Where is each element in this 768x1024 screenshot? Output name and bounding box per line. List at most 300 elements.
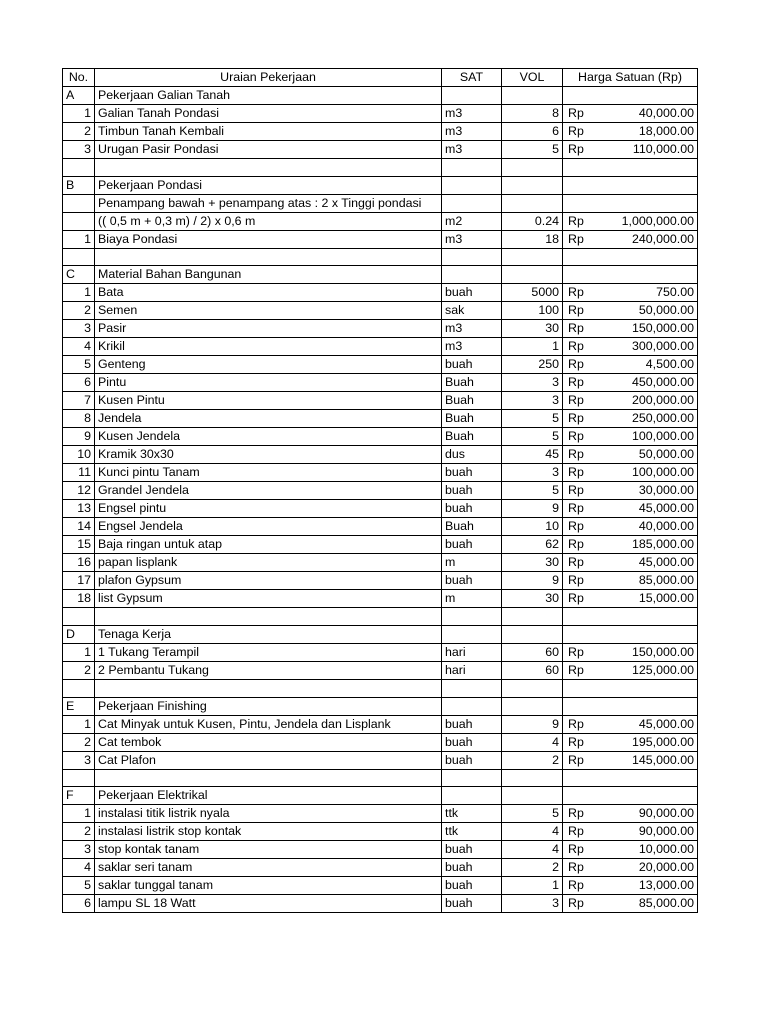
- cell-uraian: Biaya Pondasi: [95, 230, 442, 248]
- cell-harga: [563, 572, 698, 590]
- cell-no: 2: [63, 823, 95, 841]
- section-title: Pekerjaan Finishing: [95, 697, 442, 715]
- cell-sat: sak: [442, 302, 502, 320]
- table-row: [63, 392, 698, 410]
- cell-no: 1: [63, 644, 95, 662]
- currency-label: Rp: [568, 519, 584, 534]
- cell-sat: [442, 194, 502, 212]
- currency-label: Rp: [568, 124, 584, 138]
- section-row: [63, 266, 698, 284]
- cell-sat: buah: [442, 715, 502, 733]
- cell-harga: [563, 123, 698, 141]
- price-amount: 450,000.00: [631, 375, 694, 390]
- currency-label: Rp: [568, 716, 584, 731]
- cell-harga: [563, 841, 698, 859]
- cell-harga: [563, 733, 698, 751]
- currency-label: Rp: [568, 860, 584, 875]
- cell-no: 2: [63, 662, 95, 680]
- cell-uraian: saklar seri tanam: [95, 859, 442, 877]
- cell-harga: [563, 176, 698, 194]
- cell-vol: [502, 248, 563, 266]
- price-amount: 250,000.00: [631, 411, 694, 426]
- cell-uraian: Baja ringan untuk atap: [95, 536, 442, 554]
- cell-vol: 60: [502, 662, 563, 680]
- cell-no: 1: [63, 105, 95, 123]
- table-row: [63, 500, 698, 518]
- cell-sat: m3: [442, 320, 502, 338]
- cell-sat: m3: [442, 338, 502, 356]
- header-harga: Harga Satuan (Rp): [563, 69, 698, 87]
- currency-label: Rp: [568, 411, 584, 426]
- cell-sat: buah: [442, 841, 502, 859]
- cell-harga: [563, 141, 698, 159]
- cell-sat: [442, 176, 502, 194]
- cell-no: 6: [63, 374, 95, 392]
- cell-harga: [563, 284, 698, 302]
- cell-vol: 9: [502, 715, 563, 733]
- cell-no: 5: [63, 356, 95, 374]
- cell-harga: [563, 194, 698, 212]
- table-row: [63, 482, 698, 500]
- currency-label: Rp: [568, 429, 584, 444]
- price-amount: 40,000.00: [638, 106, 694, 120]
- cell-no: 1: [63, 805, 95, 823]
- cell-no: 8: [63, 410, 95, 428]
- cell-uraian: 1 Tukang Terampil: [95, 644, 442, 662]
- cell-no: 10: [63, 446, 95, 464]
- cell-no: 3: [63, 751, 95, 769]
- table-row: [63, 320, 698, 338]
- currency-label: Rp: [568, 555, 584, 570]
- section-title: Pekerjaan Pondasi: [95, 176, 442, 194]
- cell-no: [63, 769, 95, 787]
- cell-harga: [563, 715, 698, 733]
- table-row: [63, 877, 698, 895]
- cell-sat: m2: [442, 212, 502, 230]
- cell-vol: [502, 787, 563, 805]
- cell-vol: 3: [502, 895, 563, 913]
- cell-no: 2: [63, 302, 95, 320]
- cell-harga: [563, 248, 698, 266]
- cell-sat: [442, 608, 502, 626]
- table-row: [63, 662, 698, 680]
- cell-sat: Buah: [442, 428, 502, 446]
- cell-harga: [563, 554, 698, 572]
- table-row: [63, 374, 698, 392]
- cell-no: [63, 248, 95, 266]
- table-row: [63, 751, 698, 769]
- cell-no: 4: [63, 338, 95, 356]
- currency-label: Rp: [568, 842, 584, 857]
- cell-no: 14: [63, 518, 95, 536]
- section-title: Tenaga Kerja: [95, 626, 442, 644]
- cell-vol: 9: [502, 500, 563, 518]
- blank-row: [63, 680, 698, 698]
- cell-uraian: Engsel Jendela: [95, 518, 442, 536]
- table-row: [63, 356, 698, 374]
- cell-harga: [563, 680, 698, 698]
- cell-no: 1: [63, 715, 95, 733]
- cell-uraian: Timbun Tanah Kembali: [95, 123, 442, 141]
- cell-vol: 5: [502, 141, 563, 159]
- cell-vol: 45: [502, 446, 563, 464]
- price-amount: 195,000.00: [631, 734, 694, 749]
- table-row: [63, 338, 698, 356]
- cell-sat: [442, 787, 502, 805]
- cell-sat: buah: [442, 733, 502, 751]
- cell-harga: [563, 338, 698, 356]
- price-amount: 18,000.00: [638, 124, 694, 138]
- currency-label: Rp: [568, 321, 584, 336]
- currency-label: Rp: [568, 447, 584, 462]
- table-row: [63, 284, 698, 302]
- cell-harga: [563, 266, 698, 284]
- currency-label: Rp: [568, 393, 584, 408]
- cell-sat: [442, 159, 502, 177]
- currency-label: Rp: [568, 465, 584, 480]
- cell-harga: [563, 212, 698, 230]
- price-amount: 750.00: [656, 285, 694, 300]
- cell-vol: [502, 194, 563, 212]
- table-row: [63, 895, 698, 913]
- section-row: [63, 697, 698, 715]
- cell-harga: [563, 608, 698, 626]
- cell-no: [63, 608, 95, 626]
- cell-harga: [563, 697, 698, 715]
- cell-vol: 2: [502, 859, 563, 877]
- cell-no: 11: [63, 464, 95, 482]
- price-amount: 15,000.00: [638, 591, 694, 606]
- cell-harga: [563, 644, 698, 662]
- cell-uraian: Galian Tanah Pondasi: [95, 105, 442, 123]
- cell-uraian: Engsel pintu: [95, 500, 442, 518]
- table-row: [63, 428, 698, 446]
- currency-label: Rp: [568, 591, 584, 606]
- section-letter: F: [63, 787, 95, 805]
- price-amount: 300,000.00: [631, 339, 694, 354]
- cell-uraian: Cat tembok: [95, 733, 442, 751]
- cell-uraian: Kramik 30x30: [95, 446, 442, 464]
- price-amount: 20,000.00: [638, 860, 694, 875]
- price-amount: 110,000.00: [632, 142, 694, 156]
- table-row: [63, 446, 698, 464]
- blank-row: [63, 159, 698, 177]
- cell-harga: [563, 428, 698, 446]
- table-row: [63, 230, 698, 248]
- price-amount: 45,000.00: [638, 555, 694, 570]
- cell-no: 9: [63, 428, 95, 446]
- section-letter: D: [63, 626, 95, 644]
- cell-vol: 10: [502, 518, 563, 536]
- cell-uraian: Cat Plafon: [95, 751, 442, 769]
- section-letter: C: [63, 266, 95, 284]
- cell-no: 3: [63, 141, 95, 159]
- blank-row: [63, 248, 698, 266]
- price-amount: 200,000.00: [631, 393, 694, 408]
- cell-sat: [442, 769, 502, 787]
- currency-label: Rp: [568, 806, 584, 821]
- currency-label: Rp: [568, 896, 584, 911]
- cell-sat: buah: [442, 482, 502, 500]
- currency-label: Rp: [568, 231, 584, 246]
- cell-vol: 30: [502, 590, 563, 608]
- cell-no: 6: [63, 895, 95, 913]
- cell-vol: [502, 626, 563, 644]
- cell-vol: 5: [502, 428, 563, 446]
- price-amount: 10,000.00: [638, 842, 694, 857]
- currency-label: Rp: [568, 303, 584, 318]
- cell-sat: buah: [442, 751, 502, 769]
- cell-harga: [563, 500, 698, 518]
- cell-uraian: [95, 248, 442, 266]
- cell-sat: buah: [442, 572, 502, 590]
- cell-harga: [563, 410, 698, 428]
- table-row: [63, 105, 698, 123]
- cell-harga: [563, 751, 698, 769]
- cell-no: 18: [63, 590, 95, 608]
- currency-label: Rp: [568, 734, 584, 749]
- price-amount: 150,000.00: [631, 645, 694, 660]
- cell-vol: 3: [502, 374, 563, 392]
- cell-vol: 2: [502, 751, 563, 769]
- cell-sat: Buah: [442, 410, 502, 428]
- cell-no: 3: [63, 320, 95, 338]
- price-amount: 100,000.00: [631, 465, 694, 480]
- cell-sat: dus: [442, 446, 502, 464]
- cell-uraian: Jendela: [95, 410, 442, 428]
- cell-vol: 5: [502, 805, 563, 823]
- price-amount: 100,000.00: [631, 429, 694, 444]
- table-row: [63, 464, 698, 482]
- price-amount: 240,000.00: [631, 231, 694, 246]
- cell-uraian: Kusen Pintu: [95, 392, 442, 410]
- table-row: [63, 212, 698, 230]
- cell-vol: 6: [502, 123, 563, 141]
- cell-harga: [563, 482, 698, 500]
- cell-uraian: Kunci pintu Tanam: [95, 464, 442, 482]
- cell-sat: m3: [442, 141, 502, 159]
- cell-uraian: Kusen Jendela: [95, 428, 442, 446]
- cell-vol: 3: [502, 464, 563, 482]
- cell-vol: [502, 87, 563, 105]
- table-body: [63, 69, 698, 913]
- currency-label: Rp: [568, 142, 584, 156]
- table-row: [63, 841, 698, 859]
- section-row: [63, 87, 698, 105]
- table-row: [63, 518, 698, 536]
- cell-sat: hari: [442, 662, 502, 680]
- table-row: [63, 859, 698, 877]
- cell-vol: 18: [502, 230, 563, 248]
- cell-sat: m3: [442, 230, 502, 248]
- rab-table: [62, 68, 698, 913]
- section-title: Pekerjaan Galian Tanah: [95, 87, 442, 105]
- cell-vol: 30: [502, 554, 563, 572]
- cell-harga: [563, 446, 698, 464]
- cell-sat: hari: [442, 644, 502, 662]
- cell-sat: buah: [442, 464, 502, 482]
- cell-no: 5: [63, 877, 95, 895]
- cell-sat: Buah: [442, 518, 502, 536]
- cell-uraian: [95, 769, 442, 787]
- cell-uraian: Grandel Jendela: [95, 482, 442, 500]
- cell-vol: [502, 159, 563, 177]
- cell-uraian: [95, 680, 442, 698]
- header-vol: VOL: [502, 69, 563, 87]
- cell-sat: [442, 266, 502, 284]
- cell-no: 13: [63, 500, 95, 518]
- table-row: [63, 572, 698, 590]
- cell-sat: ttk: [442, 805, 502, 823]
- cell-uraian: stop kontak tanam: [95, 841, 442, 859]
- cell-sat: buah: [442, 284, 502, 302]
- cell-uraian: papan lisplank: [95, 554, 442, 572]
- blank-row: [63, 608, 698, 626]
- cell-vol: 5: [502, 410, 563, 428]
- cell-vol: 5: [502, 482, 563, 500]
- price-amount: 4,500.00: [645, 357, 694, 372]
- cell-no: 4: [63, 859, 95, 877]
- cell-vol: 60: [502, 644, 563, 662]
- price-amount: 50,000.00: [638, 447, 694, 462]
- cell-uraian: plafon Gypsum: [95, 572, 442, 590]
- table-row: [63, 644, 698, 662]
- header-uraian: Uraian Pekerjaan: [95, 69, 442, 87]
- currency-label: Rp: [568, 357, 584, 372]
- cell-vol: 250: [502, 356, 563, 374]
- cell-harga: [563, 787, 698, 805]
- currency-label: Rp: [568, 483, 584, 498]
- cell-harga: [563, 302, 698, 320]
- cell-no: [63, 680, 95, 698]
- cell-uraian: Pasir: [95, 320, 442, 338]
- currency-label: Rp: [568, 752, 584, 767]
- cell-harga: [563, 590, 698, 608]
- cell-harga: [563, 823, 698, 841]
- cell-harga: [563, 392, 698, 410]
- price-amount: 85,000.00: [638, 896, 694, 911]
- cell-harga: [563, 626, 698, 644]
- price-amount: 185,000.00: [631, 537, 694, 552]
- cell-vol: [502, 680, 563, 698]
- table-row: [63, 590, 698, 608]
- header-row: [63, 69, 698, 87]
- cell-sat: buah: [442, 500, 502, 518]
- header-sat: SAT: [442, 69, 502, 87]
- cell-vol: 9: [502, 572, 563, 590]
- cell-uraian: lampu SL 18 Watt: [95, 895, 442, 913]
- cell-uraian: Penampang bawah + penampang atas : 2 x Tinggi pondasi: [95, 194, 442, 212]
- section-row: [63, 787, 698, 805]
- cell-uraian: [95, 608, 442, 626]
- cell-harga: [563, 105, 698, 123]
- table-row: [63, 733, 698, 751]
- cell-sat: Buah: [442, 392, 502, 410]
- currency-label: Rp: [568, 213, 584, 228]
- cell-no: 12: [63, 482, 95, 500]
- cell-vol: [502, 697, 563, 715]
- cell-uraian: Urugan Pasir Pondasi: [95, 141, 442, 159]
- cell-uraian: (( 0,5 m + 0,3 m) / 2) x 0,6 m: [95, 212, 442, 230]
- cell-sat: buah: [442, 859, 502, 877]
- price-amount: 125,000.00: [631, 663, 694, 678]
- currency-label: Rp: [568, 375, 584, 390]
- table-row: [63, 715, 698, 733]
- header-no: No.: [63, 69, 95, 87]
- cell-vol: [502, 769, 563, 787]
- section-row: [63, 176, 698, 194]
- cell-sat: buah: [442, 895, 502, 913]
- cell-vol: 4: [502, 823, 563, 841]
- cell-uraian: Semen: [95, 302, 442, 320]
- cell-vol: [502, 608, 563, 626]
- currency-label: Rp: [568, 645, 584, 660]
- cell-no: 15: [63, 536, 95, 554]
- cell-vol: 3: [502, 392, 563, 410]
- price-amount: 40,000.00: [638, 519, 694, 534]
- table-row: [63, 805, 698, 823]
- cell-vol: 30: [502, 320, 563, 338]
- cell-harga: [563, 662, 698, 680]
- price-amount: 45,000.00: [638, 501, 694, 516]
- cell-vol: 0.24: [502, 212, 563, 230]
- price-amount: 150,000.00: [631, 321, 694, 336]
- cell-no: 2: [63, 733, 95, 751]
- section-letter: B: [63, 176, 95, 194]
- cell-no: 2: [63, 123, 95, 141]
- cell-vol: 100: [502, 302, 563, 320]
- cell-sat: [442, 87, 502, 105]
- cell-sat: buah: [442, 356, 502, 374]
- section-letter: E: [63, 697, 95, 715]
- table-row: [63, 141, 698, 159]
- cell-vol: [502, 266, 563, 284]
- currency-label: Rp: [568, 285, 584, 300]
- price-amount: 1,000,000.00: [621, 213, 694, 228]
- cell-no: 16: [63, 554, 95, 572]
- cell-no: [63, 159, 95, 177]
- section-letter: A: [63, 87, 95, 105]
- currency-label: Rp: [568, 663, 584, 678]
- cell-uraian: Krikil: [95, 338, 442, 356]
- cell-harga: [563, 805, 698, 823]
- cell-no: 1: [63, 284, 95, 302]
- cell-vol: [502, 176, 563, 194]
- cell-harga: [563, 320, 698, 338]
- cell-harga: [563, 769, 698, 787]
- cell-vol: 4: [502, 733, 563, 751]
- cell-uraian: list Gypsum: [95, 590, 442, 608]
- table-row: [63, 123, 698, 141]
- cell-uraian: saklar tunggal tanam: [95, 877, 442, 895]
- cell-no: 7: [63, 392, 95, 410]
- price-amount: 145,000.00: [631, 752, 694, 767]
- section-row: [63, 626, 698, 644]
- cell-uraian: Bata: [95, 284, 442, 302]
- cell-harga: [563, 356, 698, 374]
- cell-sat: Buah: [442, 374, 502, 392]
- cell-sat: [442, 248, 502, 266]
- cell-uraian: instalasi titik listrik nyala: [95, 805, 442, 823]
- price-amount: 90,000.00: [638, 824, 694, 839]
- price-amount: 13,000.00: [638, 878, 694, 893]
- cell-sat: [442, 626, 502, 644]
- cell-sat: [442, 697, 502, 715]
- cell-uraian: Cat Minyak untuk Kusen, Pintu, Jendela dan Lisplank: [95, 715, 442, 733]
- price-amount: 90,000.00: [638, 806, 694, 821]
- currency-label: Rp: [568, 501, 584, 516]
- cell-vol: 62: [502, 536, 563, 554]
